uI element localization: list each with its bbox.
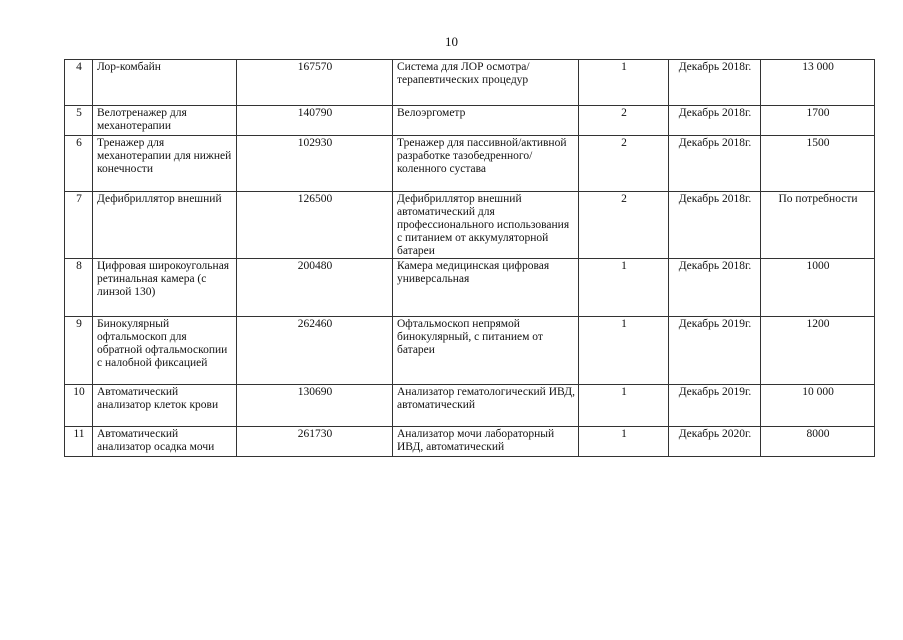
table-row bbox=[65, 60, 875, 106]
row-number: 5 bbox=[65, 106, 93, 136]
equipment-quantity: 1 bbox=[579, 385, 669, 427]
usage-rate: 8000 bbox=[761, 427, 875, 457]
usage-rate: 10 000 bbox=[761, 385, 875, 427]
equipment-description: Камера медицинская цифровая универсальная bbox=[393, 259, 579, 317]
equipment-description: Офтальмоскоп непрямой бинокулярный, с питанием от батареи bbox=[393, 317, 579, 385]
delivery-date: Декабрь 2019г. bbox=[669, 385, 761, 427]
table-row bbox=[65, 317, 875, 385]
equipment-description: Анализатор гематологический ИВД, автоматический bbox=[393, 385, 579, 427]
equipment-quantity: 2 bbox=[579, 106, 669, 136]
equipment-code: 102930 bbox=[237, 136, 393, 192]
equipment-code: 130690 bbox=[237, 385, 393, 427]
row-number: 11 bbox=[65, 427, 93, 457]
table-row bbox=[65, 259, 875, 317]
table-row bbox=[65, 136, 875, 192]
delivery-date: Декабрь 2019г. bbox=[669, 317, 761, 385]
table-row bbox=[65, 106, 875, 136]
row-number: 6 bbox=[65, 136, 93, 192]
row-number: 10 bbox=[65, 385, 93, 427]
page-number: 10 bbox=[445, 34, 458, 49]
equipment-name: Цифровая широкоугольная ретинальная камера (с линзой 130) bbox=[93, 259, 237, 317]
table-row bbox=[65, 192, 875, 259]
usage-rate: По потребности bbox=[761, 192, 875, 259]
equipment-name: Тренажер для механотерапии для нижней конечности bbox=[93, 136, 237, 192]
delivery-date: Декабрь 2018г. bbox=[669, 192, 761, 259]
equipment-description: Дефибриллятор внешний автоматический для профессионального использования с питанием от аккумуляторной батареи bbox=[393, 192, 579, 259]
usage-rate: 13 000 bbox=[761, 60, 875, 106]
equipment-description: Система для ЛОР осмотра/терапевтических процедур bbox=[393, 60, 579, 106]
equipment-name: Велотренажер для механотерапии bbox=[93, 106, 237, 136]
usage-rate: 1700 bbox=[761, 106, 875, 136]
equipment-name: Бинокулярный офтальмоскоп для обратной офтальмоскопии с налобной фиксацией bbox=[93, 317, 237, 385]
equipment-code: 126500 bbox=[237, 192, 393, 259]
equipment-table bbox=[64, 59, 875, 457]
equipment-quantity: 1 bbox=[579, 60, 669, 106]
equipment-quantity: 2 bbox=[579, 192, 669, 259]
table-row bbox=[65, 427, 875, 457]
delivery-date: Декабрь 2018г. bbox=[669, 259, 761, 317]
equipment-description: Анализатор мочи лабораторный ИВД, автоматический bbox=[393, 427, 579, 457]
equipment-quantity: 2 bbox=[579, 136, 669, 192]
delivery-date: Декабрь 2018г. bbox=[669, 106, 761, 136]
equipment-description: Тренажер для пассивной/активной разработке тазобедренного/коленного сустава bbox=[393, 136, 579, 192]
delivery-date: Декабрь 2018г. bbox=[669, 60, 761, 106]
usage-rate: 1000 bbox=[761, 259, 875, 317]
equipment-code: 261730 bbox=[237, 427, 393, 457]
usage-rate: 1500 bbox=[761, 136, 875, 192]
row-number: 7 bbox=[65, 192, 93, 259]
usage-rate: 1200 bbox=[761, 317, 875, 385]
row-number: 8 bbox=[65, 259, 93, 317]
equipment-name: Дефибриллятор внешний bbox=[93, 192, 237, 259]
equipment-code: 167570 bbox=[237, 60, 393, 106]
equipment-quantity: 1 bbox=[579, 427, 669, 457]
delivery-date: Декабрь 2020г. bbox=[669, 427, 761, 457]
row-number: 4 bbox=[65, 60, 93, 106]
equipment-description: Велоэргометр bbox=[393, 106, 579, 136]
equipment-name: Автоматический анализатор клеток крови bbox=[93, 385, 237, 427]
equipment-code: 200480 bbox=[237, 259, 393, 317]
equipment-code: 262460 bbox=[237, 317, 393, 385]
table-row bbox=[65, 385, 875, 427]
delivery-date: Декабрь 2018г. bbox=[669, 136, 761, 192]
equipment-name: Автоматический анализатор осадка мочи bbox=[93, 427, 237, 457]
equipment-code: 140790 bbox=[237, 106, 393, 136]
equipment-name: Лор-комбайн bbox=[93, 60, 237, 106]
row-number: 9 bbox=[65, 317, 93, 385]
equipment-quantity: 1 bbox=[579, 259, 669, 317]
equipment-quantity: 1 bbox=[579, 317, 669, 385]
